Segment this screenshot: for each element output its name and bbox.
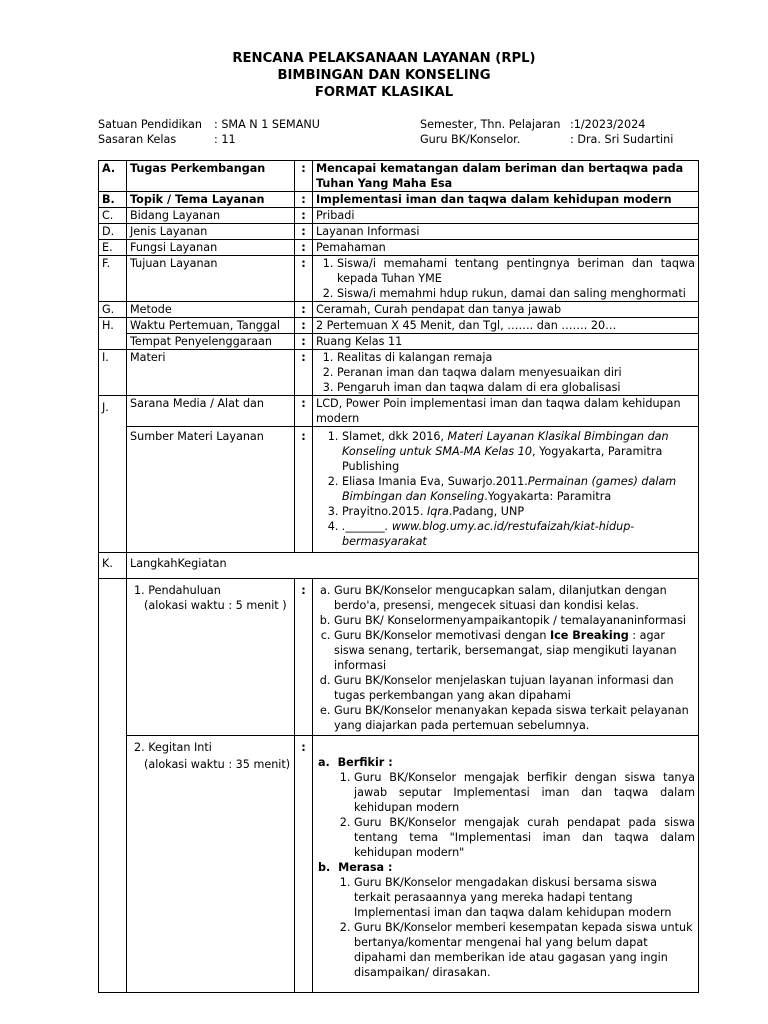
row-label: Sarana Media / Alat dan bbox=[127, 396, 295, 427]
row-colon: : bbox=[295, 224, 313, 240]
row-label: Fungsi Layanan bbox=[127, 240, 295, 256]
row-value: Pemahaman bbox=[313, 240, 699, 256]
row-letter: J. bbox=[99, 396, 127, 553]
list-item: 1. Siswa/i memahami tentang pentingnya beriman dan taqwa kepada Tuhan YME bbox=[337, 256, 695, 286]
row-value: LCD, Power Poin implementasi iman dan taqwa dalam kehidupan modern bbox=[313, 396, 699, 427]
row-value bbox=[313, 256, 699, 302]
row-j-sumber bbox=[99, 427, 699, 553]
source-item: 4. ._______. www.blog.umy.ac.id/restufaizah/kiat-hidup-bermasyarakat bbox=[342, 519, 695, 549]
row-label: Tempat Penyelenggaraan bbox=[127, 334, 295, 350]
row-label: Tujuan Layanan bbox=[127, 256, 295, 302]
step-item: e. Guru BK/Konselor menanyakan kepada siswa terkait pelayanan yang diajarkan pada pertemuan sebelumnya. bbox=[334, 703, 695, 733]
row-letter: I. bbox=[99, 350, 127, 396]
title-bk: BIMBINGAN DAN KONSELING bbox=[277, 68, 491, 83]
title-rpl: RENCANA PELAKSANAAN LAYANAN (RPL) bbox=[232, 51, 536, 66]
rpl-table bbox=[98, 160, 699, 993]
row-label: Tugas Perkembangan bbox=[127, 161, 295, 192]
row-value bbox=[313, 350, 699, 396]
merasa-title: b. Merasa : bbox=[318, 861, 393, 874]
row-colon: : bbox=[295, 240, 313, 256]
semester-label: Semester, Thn. Pelajaran bbox=[420, 118, 561, 131]
row-k bbox=[99, 553, 699, 579]
row-letter: C. bbox=[99, 208, 127, 224]
row-d bbox=[99, 224, 699, 240]
row-colon: : bbox=[295, 161, 313, 192]
row-letter-empty bbox=[99, 579, 127, 993]
row-colon: : bbox=[295, 396, 313, 427]
row-letter: E. bbox=[99, 240, 127, 256]
merasa-item: 2. Guru BK/Konselor memberi kesempatan kepada siswa untuk bertanya/komentar mengenai hal yang belum dapat dipahami dan memberikan ide atau gagasan yang ingin disampaikan/ dirasakan. bbox=[354, 920, 695, 980]
row-b bbox=[99, 192, 699, 208]
row-letter: F. bbox=[99, 256, 127, 302]
row-letter: K. bbox=[99, 553, 127, 579]
row-value bbox=[313, 427, 699, 553]
step-item: d. Guru BK/Konselor menjelaskan tujuan layanan informasi dan tugas perkembangan yang akan dipahami bbox=[334, 673, 695, 703]
row-j bbox=[99, 396, 699, 427]
row-k-inti bbox=[99, 736, 699, 993]
step-alokasi: (alokasi waktu : 35 menit) bbox=[144, 758, 291, 771]
list-item: 1. Realitas di kalangan remaja bbox=[337, 350, 695, 365]
step-item: c. Guru BK/Konselor memotivasi dengan Ice Breaking : agar siswa senang, tertarik, bersemangat, siap mengikuti layanan informasi bbox=[334, 628, 695, 673]
row-i bbox=[99, 350, 699, 396]
row-letter: G. bbox=[99, 302, 127, 318]
step-alokasi: (alokasi waktu : 5 menit ) bbox=[144, 599, 287, 612]
sasaran-label: Sasaran Kelas bbox=[98, 133, 177, 146]
list-item: 3. Pengaruh iman dan taqwa dalam di era globalisasi bbox=[337, 380, 695, 395]
berfikir-item: 1. Guru BK/Konselor mengajak berfikir dengan siswa tanya jawab seputar Implementasi iman dan taqwa dalam kehidupan modern bbox=[354, 770, 695, 815]
row-letter: B. bbox=[99, 192, 127, 208]
guru-value: : Dra. Sri Sudartini bbox=[570, 133, 674, 146]
source-item: 2. Eliasa Imania Eva, Suwarjo.2011.Permainan (games) dalam Bimbingan dan Konseling.Yogyakarta: Paramitra bbox=[342, 474, 695, 504]
row-h bbox=[99, 318, 699, 334]
row-e bbox=[99, 240, 699, 256]
row-colon: : bbox=[295, 334, 313, 350]
list-item: 2. Siswa/i memahmi hdup rukun, damai dan saling menghormati bbox=[337, 286, 695, 301]
berfikir-title: a. Berfikir : bbox=[318, 756, 393, 769]
row-colon: : bbox=[295, 208, 313, 224]
row-colon: : bbox=[295, 192, 313, 208]
row-label: Waktu Pertemuan, Tanggal bbox=[127, 318, 295, 334]
row-value: 2 Pertemuan X 45 Menit, dan Tgl, ……. dan ……. 20… bbox=[313, 318, 699, 334]
row-label: Bidang Layanan bbox=[127, 208, 295, 224]
row-value: Mencapai kematangan dalam beriman dan bertaqwa pada Tuhan Yang Maha Esa bbox=[313, 161, 699, 192]
guru-label: Guru BK/Konselor. bbox=[420, 133, 521, 146]
step-item: b. Guru BK/ Konselormenyampaikantopik / temalayananinformasi bbox=[334, 613, 695, 628]
step-content bbox=[313, 736, 699, 993]
row-colon: : bbox=[295, 256, 313, 302]
step-title-cell bbox=[127, 579, 295, 736]
satuan-value: : SMA N 1 SEMANU bbox=[214, 118, 320, 131]
row-colon: : bbox=[295, 427, 313, 553]
source-item: 1. Slamet, dkk 2016, Materi Layanan Klasikal Bimbingan dan Konseling untuk SMA-MA Kelas 10, Yogyakarta, Paramitra Publishing bbox=[342, 429, 695, 474]
title-format: FORMAT KLASIKAL bbox=[314, 85, 454, 100]
row-label: Materi bbox=[127, 350, 295, 396]
row-value: Ruang Kelas 11 bbox=[313, 334, 699, 350]
row-label: Jenis Layanan bbox=[127, 224, 295, 240]
row-k-pendahuluan bbox=[99, 579, 699, 736]
berfikir-item: 2. Guru BK/Konselor mengajak curah pendapat pada siswa tentang tema "Implementasi iman dan taqwa dalam kehidupan modern" bbox=[354, 815, 695, 860]
row-label: Sumber Materi Layanan bbox=[127, 427, 295, 553]
row-colon: : bbox=[295, 302, 313, 318]
row-colon: : bbox=[295, 318, 313, 334]
row-c bbox=[99, 208, 699, 224]
step-content bbox=[313, 579, 699, 736]
row-f bbox=[99, 256, 699, 302]
source-item: 3. Prayitno.2015. Iqra.Padang, UNP bbox=[342, 504, 695, 519]
merasa-item: 1. Guru BK/Konselor mengadakan diskusi bersama siswa terkait perasaannya yang mereka hadapi tentang Implementasi iman dan taqwa dalam kehidupan modern bbox=[354, 875, 695, 920]
step-item: a. Guru BK/Konselor mengucapkan salam, dilanjutkan dengan berdo'a, presensi, mengecek situasi dan kondisi kelas. bbox=[334, 583, 695, 613]
row-value: Layanan Informasi bbox=[313, 224, 699, 240]
row-colon: : bbox=[295, 350, 313, 396]
sasaran-value: : 11 bbox=[214, 133, 236, 146]
row-letter: D. bbox=[99, 224, 127, 240]
row-g bbox=[99, 302, 699, 318]
list-item: 2. Peranan iman dan taqwa dalam menyesuaikan diri bbox=[337, 365, 695, 380]
row-label: LangkahKegiatan bbox=[127, 553, 699, 579]
step-title-cell bbox=[127, 736, 295, 993]
satuan-label: Satuan Pendidikan bbox=[98, 118, 202, 131]
row-a bbox=[99, 161, 699, 192]
step-title: 2. Kegitan Inti bbox=[134, 741, 212, 754]
row-value: Pribadi bbox=[313, 208, 699, 224]
row-letter: A. bbox=[99, 161, 127, 192]
row-h-tempat bbox=[99, 334, 699, 350]
row-colon: : bbox=[295, 579, 313, 736]
row-label: Metode bbox=[127, 302, 295, 318]
document-title-block bbox=[0, 50, 768, 101]
row-label: Topik / Tema Layanan bbox=[127, 192, 295, 208]
row-value: Implementasi iman dan taqwa dalam kehidupan modern bbox=[313, 192, 699, 208]
row-colon: : bbox=[295, 736, 313, 993]
semester-value: :1/2023/2024 bbox=[570, 118, 646, 131]
identity-block bbox=[98, 117, 698, 147]
row-value: Ceramah, Curah pendapat dan tanya jawab bbox=[313, 302, 699, 318]
step-title: 1. Pendahuluan bbox=[134, 584, 221, 597]
row-letter: H. bbox=[99, 318, 127, 350]
